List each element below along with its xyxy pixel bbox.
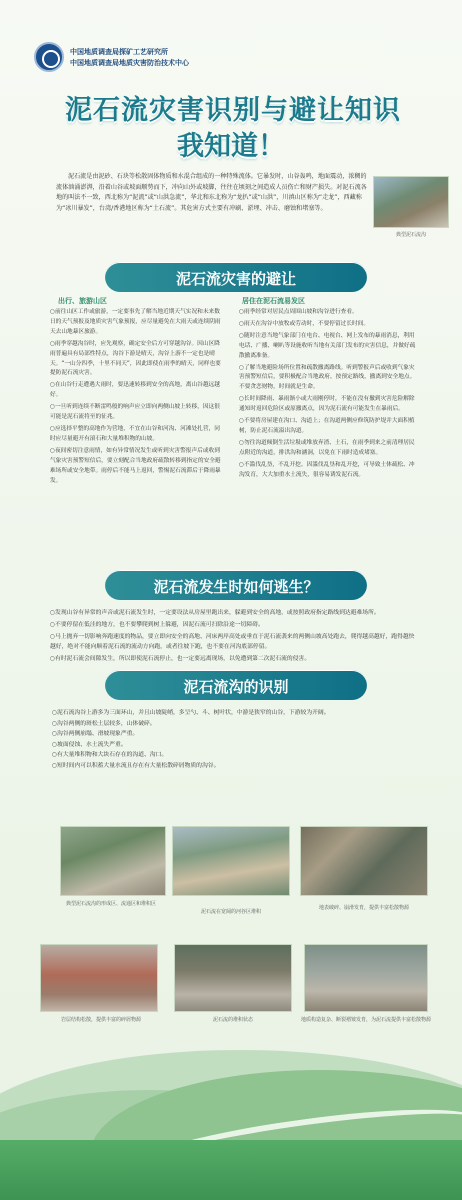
loose-rock-caption: 岩层结构松散，提供丰富的碎屑物源 xyxy=(60,1017,141,1023)
travel-advice-4: ○一旦听到连续不断雷鸣般的响声应立即向两侧山坡上转移，因这很可能是泥石流将至的征兆。 xyxy=(50,404,220,421)
travel-advice-5: ○应选择平整的高地作为营地，不宜在山谷和河沟、河滩处扎营，同时应尽量避开有滚石和大量堆积物的山坡。 xyxy=(50,425,220,442)
residence-advice-7: ○勿往沟道倾倒生活垃圾或堆放弃渣、土石，在雨季到来之前清理居民点附近的沟道，排洪沟和涵洞，以免在下雨时造成堵塞。 xyxy=(239,439,415,456)
deposit-state-photo xyxy=(174,944,292,1012)
residence-column-title: 居住在泥石流易发区 xyxy=(242,297,305,305)
residence-advice-8: ○不滥伐乱垦，不乱开挖。因滥伐乱垦和乱开挖，可导致土体疏松、冲沟发育，大大加重水土流失，很容易诱发泥石流。 xyxy=(239,461,415,478)
deposit-state-caption: 泥石流的堆积状态 xyxy=(212,1017,253,1023)
residence-advice-6: ○不要将房屋建在沟口、沟道上；在沟道两侧应修筑防护堤并大面积植树，防止泥石流溢出沟道。 xyxy=(239,418,415,434)
residence-advice-5: ○长时间降雨、暴雨渐小或大雨刚停时，不能在没有撤到灾害危险解除通知时返回危险区或原撤离点，因为泥石流有可能发生在暴雨后。 xyxy=(239,396,415,413)
escape-advice-2: ○不要停留在低洼的地方，也不要攀爬到树上躲避，因泥石流可扫除沿途一切障碍。 xyxy=(50,622,264,628)
header xyxy=(0,0,462,90)
subtitle: 我知道！ xyxy=(177,131,285,162)
identification-list xyxy=(52,708,422,772)
section-identification-header xyxy=(105,670,367,700)
fault-fold-photo xyxy=(304,944,428,1012)
intro-photo xyxy=(373,176,449,228)
escape-advice-1: ○发现山谷有异常的声音或泥石流发生时，一定要设法从房屋里跑出来，躲避到安全的高地，或按照政府指定路线到达避难场所。 xyxy=(50,610,380,616)
section-identification-title: 泥石流沟的识别 xyxy=(183,678,289,696)
valley-deposit-caption: 泥石流在宽阔的河谷区堆积 xyxy=(200,909,261,915)
section-escape-header xyxy=(105,570,367,600)
broken-surface-photo xyxy=(300,826,428,896)
institute-logo xyxy=(34,42,64,72)
loose-rock-photo xyxy=(40,944,158,1012)
intro-photo-caption: 典型泥石流沟 xyxy=(395,232,426,238)
section-avoidance-title: 泥石流灾害的避让 xyxy=(175,270,296,288)
travel-advice-3: ○在山谷行走遭遇大雨时，要迅速转移到安全的高地，离山谷越远越好。 xyxy=(50,382,220,399)
fault-fold-caption: 地质构造复杂、断裂褶皱发育，为泥石流提供丰富松散物源 xyxy=(300,1017,431,1023)
escape-advice-list xyxy=(50,608,418,666)
gully-zones-caption: 典型泥石流沟的形成区、流通区和堆积区 xyxy=(65,901,156,907)
identification-item-4: ○坡面侵蚀、水土流失严重。 xyxy=(52,741,127,748)
org-name-2: 中国地质调查局地质灾害防治技术中心 xyxy=(70,59,189,67)
travel-advice-1: ○前往山区工作或旅游，一定要事先了解当地近期天气实况和未来数日的天气预报及地质灾害气象预报，应尽量避免在大雨天或连续阴雨天去山地暴区旅游。 xyxy=(50,309,221,335)
section-avoidance-header xyxy=(105,262,367,292)
identification-item-5: ○有大量堆积物和大块石存在的沟道、沟口。 xyxy=(52,752,168,759)
org-name-1: 中国地质调查局探矿工艺研究所 xyxy=(70,48,168,56)
residence-advice-2: ○雨天在沟谷中放牧或劳动时，不要停留过长时间。 xyxy=(239,320,370,327)
section-escape-title: 泥石流发生时如何逃生？ xyxy=(153,578,319,596)
identification-item-1: ○泥石流沟谷上游多为三面环山，并且山坡陡峭，多呈勺、斗、树叶状，中游是狭窄的山谷，下游较为开阔。 xyxy=(52,710,330,716)
identification-item-6: ○短时间内可以积蓄大量水流且存在有大量松散碎屑物质的沟谷。 xyxy=(52,762,220,769)
travel-advice-6: ○夜间密切注意雨情，如有异常情况发生或听到灾害警报声后或收到气象灾害预警短信后，要立刻配合当地政府疏散转移到指定的安全避难场所或安全地带。雨停后不能马上返回，警惕泥石流滞后于降雨暴发。 xyxy=(50,447,221,484)
valley-deposit-photo xyxy=(172,826,290,896)
escape-advice-3: ○马上抛弃一切影响奔跑速度的物品，要立即向安全的高地、河床两岸高处或垂直于泥石流袭来的两侧山坡高处跑去，爬得越高越好，跑得越快越好，绝对不能向顺着泥石流的流动方向跑，或者往坡下跑，也不要在河沟底部停留。 xyxy=(50,634,415,650)
travel-advice-2: ○雨季穿越沟谷时，应先观察，确定安全后方可穿越沟谷。因山区降雨普遍具有局部性特点，沟谷下游是晴天，沟谷上游不一定也是晴天。“一山分四季，十里不同天”，因此即使在雨季的晴天，同样也要提防泥石流灾害。 xyxy=(50,340,221,377)
travel-column-title: 出行、旅游山区 xyxy=(58,297,107,305)
intro-paragraph: 泥石流是由泥砂、石块等松散固体物质和水混合组成的一种特殊流体。它暴发时，山谷轰鸣，地面震动，浓稠的流体汹涌澎湃，沿着山谷或坡面顺势而下，冲向山外或坡脚，往往在顷刻之间造成人员伤亡和财产损失。对泥石流各地的叫法不一致，西北称为“泥流”或“山洪急流”，华北和东北称为“龙扒”或“山洪”，川滇山区称为“走龙”，西藏称为“冰川暴发”，台湾/香港地区称为“土石流”。其危害方式主要有冲刷、淤埋、冲击、磨蚀和堵塞等。 xyxy=(56,173,367,212)
decorative-footer-stripe xyxy=(0,1140,462,1200)
gully-zones-photo xyxy=(60,826,166,896)
identification-item-3: ○沟谷两侧崩塌、滑坡现象严重。 xyxy=(52,731,139,738)
residence-advice-1: ○雨季经常对居民点周围山坡和沟谷进行查看。 xyxy=(239,309,358,315)
residence-advice-3: ○随时注意当地气象部门在电台、电视台、网上发布的暴雨消息，利用电话、广播、喇叭等设施收听当地有关部门发布的灾害信息，并做好疏散撤离准备。 xyxy=(239,332,416,359)
residence-advice-column xyxy=(239,308,417,483)
main-title: 泥石流灾害识别与避让知识 xyxy=(65,95,401,126)
broken-surface-caption: 地表破碎、崩滑发育，提供丰富松散物源 xyxy=(318,905,409,911)
residence-advice-4: ○了解当地避险场所位置和疏散撤离路线。听到警报声后或收到气象灾害预警短信后，要积极配合当地政府，按预定路线，撤离到安全地点。不要贪恋财物，时间就是生命。 xyxy=(239,364,416,391)
identification-item-2: ○沟谷两侧的斑松土层较多，山体破碎。 xyxy=(52,720,156,727)
escape-advice-4: ○有时泥石流会间隙发生，所以即使泥石流停止，也一定要远离现场，以免遭到第二次泥石流的侵害。 xyxy=(50,656,311,662)
travel-advice-column xyxy=(50,308,224,488)
